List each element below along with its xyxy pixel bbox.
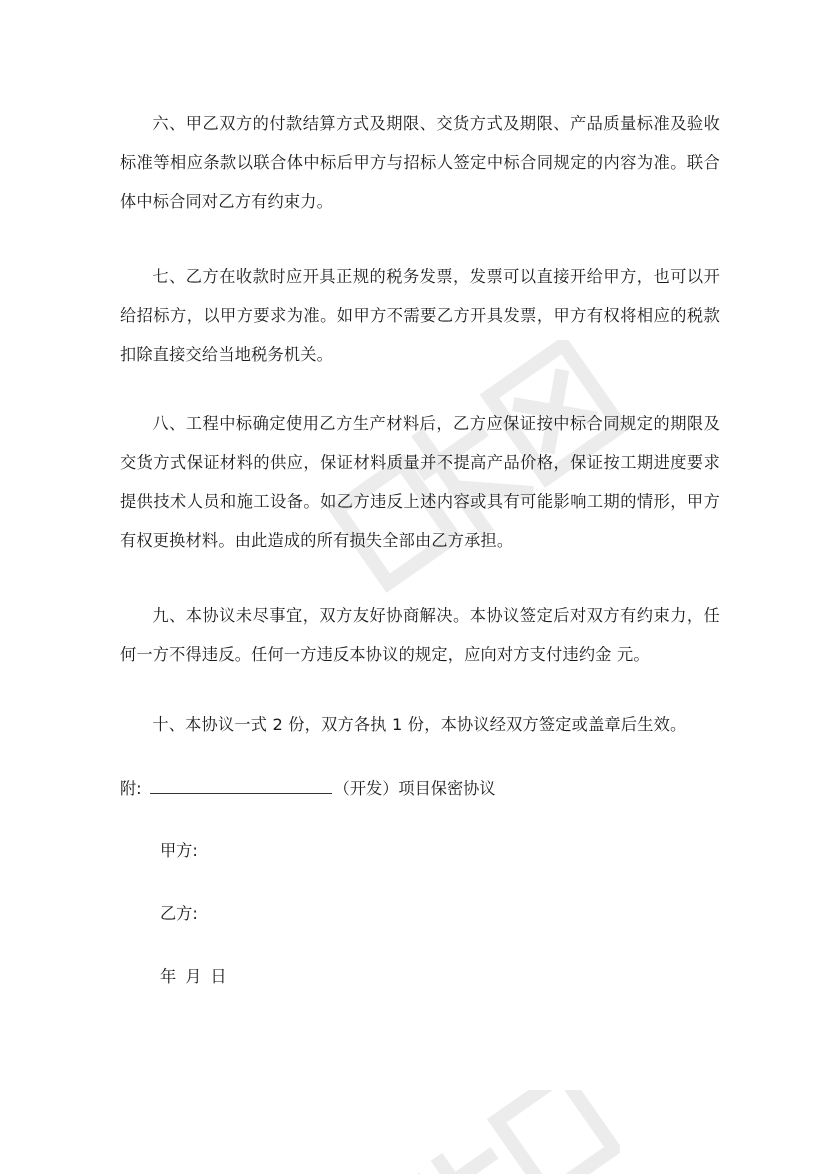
watermark-fragment bbox=[320, 1090, 620, 1174]
clause-6-paragraph: 六、甲乙双方的付款结算方式及期限、交货方式及期限、产品质量标准及验收标准等相应条款以联合体中标后甲方与招标人签定中标合同规定的内容为准。联合体中标合同对乙方有约束力。 bbox=[120, 114, 720, 211]
date-year-label: 年 bbox=[160, 967, 177, 986]
clause-9-paragraph: 九、本协议未尽事宜，双方友好协商解决。本协议签定后对双方有约束力，任何一方不得违反。任何一方违反本协议的规定，应向对方支付违约金 元。 bbox=[120, 606, 720, 664]
clause-8-paragraph: 八、工程中标确定使用乙方生产材料后，乙方应保证按中标合同规定的期限及交货方式保证材料的供应，保证材料质量并不提高产品价格，保证按工期进度要求提供技术人员和施工设备。如乙方违反上述内容或具有可能影响工期的情形，甲方有权更换材料。由此造成的所有损失全部由乙方承担。 bbox=[120, 414, 720, 550]
attachment-label: 附: bbox=[120, 779, 142, 798]
attachment-title: （开发）项目保密协议 bbox=[333, 779, 496, 798]
clause-7-paragraph: 七、乙方在收款时应开具正规的税务发票，发票可以直接开给甲方，也可以开给招标方，以甲方要求为准。如甲方不需要乙方开具发票，甲方有权将相应的税款扣除直接交给当地税务机关。 bbox=[120, 267, 720, 364]
date-line bbox=[160, 965, 236, 989]
party-a-signature-label: 甲方: bbox=[160, 841, 198, 860]
party-b-signature-label: 乙方: bbox=[160, 904, 198, 923]
date-month-label: 月 bbox=[185, 967, 202, 986]
clause-10-paragraph: 十、本协议一式 2 份，双方各执 1 份，本协议经双方签定或盖章后生效。 bbox=[152, 715, 687, 734]
attachment-blank-field bbox=[150, 775, 332, 794]
date-day-label: 日 bbox=[210, 967, 227, 986]
attachment-line bbox=[120, 775, 496, 801]
